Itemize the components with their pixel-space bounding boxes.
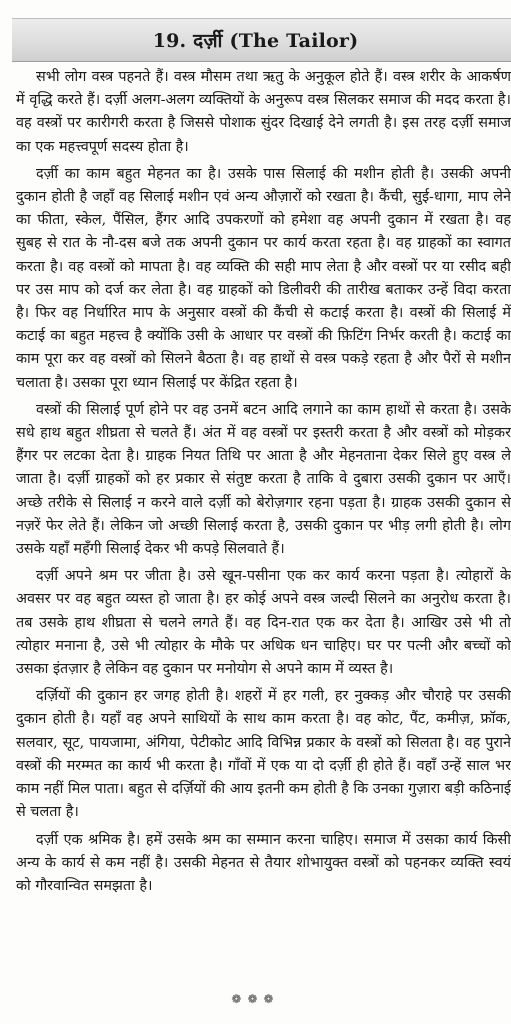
paragraph-3: वस्त्रों की सिलाई पूर्ण होने पर वह उनमें बटन आदि लगाने का काम हाथों से करता है। उसके सधे हाथ बहुत शीघ्रता से चलते हैं। अंत में वह वस्त्रों पर इस्तरी करता है और वस्त्रों को मोड़कर हैंगर पर लटका देता है। ग्राहक नियत तिथि पर आता है और मेहनताना देकर सिले हुए वस्त्र ले जाता है। दर्ज़ी ग्राहकों को हर प्रकार से संतुष्ट करता है ताकि वे दुबारा उसकी दुकान पर आएँ। अच्छे तरीके से सिलाई न करने वाले दर्ज़ी को बेरोज़गार रहना पड़ता है। ग्राहक उसकी दुकान से नज़रें फेर लेते हैं। लेकिन जो अच्छी सिलाई करता है, उसकी दुकान पर भीड़ लगी होती है। लोग उसके यहाँ महँगी सिलाई देकर भी कपड़े सिलवाते हैं। bbox=[16, 401, 511, 558]
paragraph-4: दर्ज़ी अपने श्रम पर जीता है। उसे खून-पसीना एक कर कार्य करना पड़ता है। त्योहारों के अवसर पर वह बहुत व्यस्त हो जाता है। हर कोई अपने वस्त्र जल्दी सिलने का अनुरोध करता है। तब उसके हाथ शीघ्रता से चलने लगते हैं। वह दिन-रात एक कर देता है। आखिर उसे भी तो त्योहार मनाना है, उसे भी त्योहार के मौके पर अधिक धन चाहिए। घर पर पत्नी और बच्चों को उसका इंतज़ार है लेकिन वह दुकान पर मनोयोग से अपने काम में व्यस्त है। bbox=[16, 568, 511, 678]
flower-ornament-icon: ❁❁❁ bbox=[231, 992, 280, 1006]
paragraph-1: सभी लोग वस्त्र पहनते हैं। वस्त्र मौसम तथा ऋतु के अनुकूल होते हैं। वस्त्र शरीर के आकर्षण में वृद्धि करते हैं। दर्ज़ी अलग-अलग व्यक्तियों के अनुरूप वस्त्र सिलकर समाज की मदद करता है। वह वस्त्रों पर कारीगरी करता है जिससे पोशाक सुंदर दिखाई देने लगती है। इस तरह दर्ज़ी समाज का एक महत्त्वपूर्ण सदस्य होता है। bbox=[16, 69, 511, 155]
title-english: (The Tailor) bbox=[229, 30, 359, 52]
paragraph-2: दर्ज़ी का काम बहुत मेहनत का है। उसके पास सिलाई की मशीन होती है। उसकी अपनी दुकान होती है जहाँ वह सिलाई मशीन एवं अन्य औज़ारों को रखता है। कैंची, सुई-धागा, माप लेने का फीता, स्केल, पैंसिल, हैंगर आदि उपकरणों को हमेशा वह अपनी दुकान में रखता है। वह सुबह से रात के नौ-दस बजे तक अपनी दुकान पर कार्य करता रहता है। वह ग्राहकों का स्वागत करता है। वह वस्त्रों को मापता है। वह व्यक्ति की सही माप लेता है और वस्त्रों पर या रसीद बही पर उस माप को दर्ज कर लेता है। वह ग्राहकों को डिलीवरी की तारीख बताकर उन्हें विदा करता है। फिर वह निर्धारित माप के अनुसार वस्त्रों की कैंची से कटाई करता है। वस्त्रों की सिलाई में कटाई का बहुत महत्त्व है क्योंकि उसी के आधार पर वस्त्रों की फ़िटिंग निर्भर करती है। कटाई का काम पूरा कर वह वस्त्रों को सिलने बैठता है। वह हाथों से वस्त्र पकड़े रहता है और पैरों से मशीन चलाता है। उसका पूरा ध्यान सिलाई पर केंद्रित रहता है। bbox=[16, 165, 511, 391]
paragraph-5: दर्ज़ियों की दुकान हर जगह होती है। शहरों में हर गली, हर नुक्कड़ और चौराहे पर उसकी दुकान होती है। यहाँ वह अपने साथियों के साथ काम करता है। वह कोट, पैंट, कमीज़, फ्रॉक, सलवार, सूट, पायजामा, अंगिया, पेटीकोट आदि विभिन्न प्रकार के वस्त्रों को सिलता है। वह पुराने वस्त्रों की मरम्मत का कार्य भी करता है। गाँवों में एक या दो दर्ज़ी ही होते हैं। वहाँ उन्हें साल भर काम नहीं मिल पाता। बहुत से दर्ज़ियों की आय इतनी कम होती है कि उनका गुज़ारा बड़ी कठिनाई से चलता है। bbox=[16, 688, 511, 821]
page-title bbox=[0, 27, 511, 53]
paragraph-6: दर्ज़ी एक श्रमिक है। हमें उसके श्रम का सम्मान करना चाहिए। समाज में उसका कार्य किसी अन्य के कार्य से कम नहीं है। उसकी मेहनत से तैयार शोभायुक्त वस्त्रों को पहनकर व्यक्ति स्वयं को गौरवान्वित समझता है। bbox=[16, 831, 511, 894]
essay-body bbox=[16, 66, 511, 902]
title-number: 19. bbox=[152, 30, 187, 52]
title-hindi: दर्ज़ी bbox=[193, 30, 223, 52]
